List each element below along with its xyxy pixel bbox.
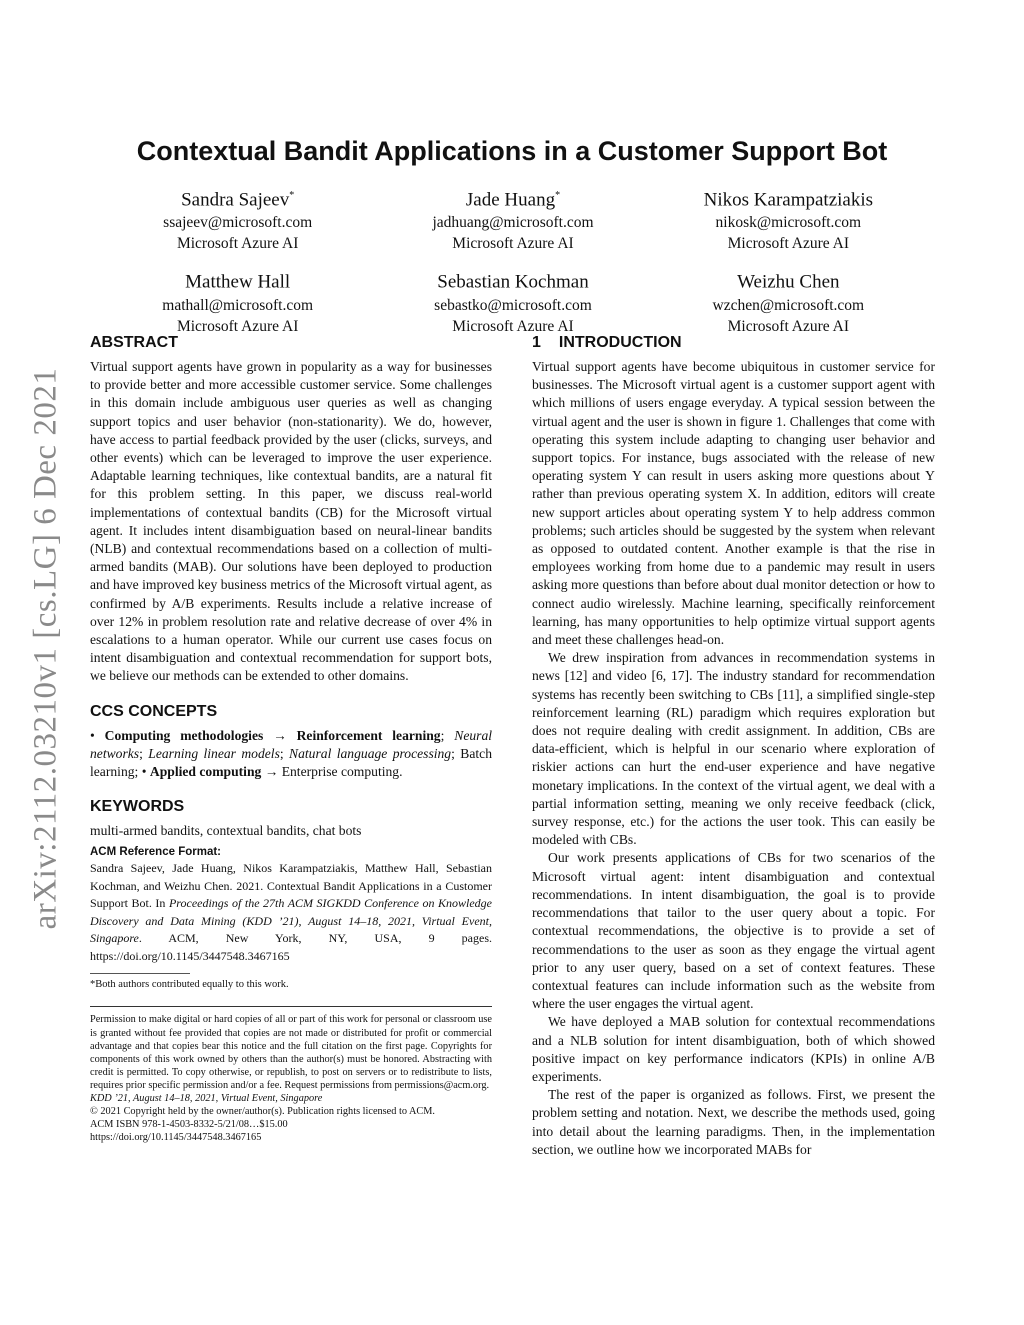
- intro-paragraph-2: We drew inspiration from advances in recommendation systems in news [12] and video [6, 17]. The industry standard for recommendation systems has recently been switching to CBs [11], a simplified single-step reinforcement learning (RL) paradigm which requires exploration but does not require dealing with credit assignment. In addition, CBs are data-efficient, which is helpful in our scenario where exploration of riskier actions can hurt the end-user experience and have negative monetary implications. In the context of the virtual agent, we deal with a partial information setting, meaning we only receive feedback (click, survey response, etc.) for the actions the user took. This can easily be modeled with CBs.: [532, 650, 935, 848]
- introduction-heading: [532, 332, 935, 354]
- author-affiliation: Microsoft Azure AI: [176, 235, 299, 253]
- paper-title: Contextual Bandit Applications in a Customer Support Bot: [136, 136, 888, 166]
- author-4: [100, 266, 375, 336]
- acm-reference-text: Sandra Sajeev, Jade Huang, Nikos Karampatziakis, Matthew Hall, Sebastian Kochman, and Weizhu Chen. 2021. Contextual Bandit Applications in a Customer Support Bot. In Proceedings of the 27th ACM SIGKDD Conference on Knowledge Discovery and Data Mining (KDD ’21), August 14–18, 2021, Virtual Event, Singapore. ACM, New York, NY, USA, 9 pages. https://doi.org/10.1145/3447548.3467165: [90, 861, 493, 963]
- abstract-heading: ABSTRACT: [90, 334, 178, 351]
- isbn-line: ACM ISBN 978-1-4503-8332-5/21/08…$15.00: [90, 1119, 288, 1131]
- right-column: [532, 332, 935, 1159]
- author-name: Sandra Sajeev: [181, 189, 290, 211]
- keywords-heading: KEYWORDS: [90, 798, 185, 816]
- author-name: Nikos Karampatziakis: [703, 189, 874, 211]
- equal-contribution-mark: *: [289, 190, 295, 201]
- author-1: [100, 184, 375, 254]
- intro-paragraph-1: Virtual support agents have become ubiquitous in customer service for businesses. The Microsoft virtual agent is a customer support agent with which millions of users engage everyday. A typical session between the virtual agent and the user is shown in figure 1. Challenges that come with operating this system include adapting to changing user behavior and support topics. For instance, bugs associated with the release of new operating system Y can result in users asking more questions about Y rather than previous operating system X. In addition, editors will create new support articles about operating system Y to help address common problems; such articles should be suggested by the system when relevant as opposed to outdated content. Another example is that the rise in employees working from home due to a pandemic may result in users asking more questions than before about dual monitor detection or how to connect audio wirelessly. Machine learning, specifically reinforcement learning, has many opportunities to help optimize virtual support agents and meet these challenges head-on.: [532, 359, 935, 648]
- author-5: [375, 266, 650, 336]
- author-name: Jade Huang: [465, 189, 556, 211]
- copyright-line: © 2021 Copyright held by the owner/author(s). Publication rights licensed to ACM.: [90, 1106, 436, 1118]
- intro-paragraph-3: Our work presents applications of CBs for two scenarios of the Microsoft virtual agent: intent disambiguation and contextual recommendations. In intent disambiguation, the goal is to provide recommendations that tailor to the user query about a topic. For contextual recommendations, the objective is to provide a set of recommendations to the user as soon as they engage the virtual agent prior to any user query, based on a set of context features. These contextual features can include information such as the website from where the user engages the virtual agent.: [532, 850, 935, 1012]
- author-affiliation: Microsoft Azure AI: [452, 235, 574, 253]
- author-name: Sebastian Kochman: [437, 271, 589, 293]
- author-email: mathall@microsoft.com: [162, 296, 314, 314]
- permission-notice: [90, 1006, 492, 1144]
- author-name: Weizhu Chen: [737, 271, 840, 293]
- intro-paragraph-5: The rest of the paper is organized as follows. First, we present the problem setting and notation. Next, we describe the methods used, going into detail about the learning paradigms. Then, in the implementation section, we outline how we incorporated MABs for: [532, 1087, 935, 1157]
- author-name: Matthew Hall: [185, 271, 291, 293]
- equal-contribution-footnote: *Both authors contributed equally to this work.: [90, 973, 190, 992]
- arxiv-identifier: arXiv:2112.03210v1 [cs.LG] 6 Dec 2021: [27, 367, 64, 929]
- conference-info: KDD ’21, August 14–18, 2021, Virtual Event, Singapore: [90, 1093, 323, 1105]
- equal-contribution-mark: *: [555, 190, 561, 201]
- author-affiliation: Microsoft Azure AI: [452, 317, 574, 335]
- section-title: INTRODUCTION: [558, 334, 682, 351]
- ccs-text: • Computing methodologies → Reinforcement learning; Neural networks; Learning linear models; Natural language processing; Batch learning; • Applied computing → Enterprise computing.: [90, 727, 493, 780]
- ccs-heading: CCS CONCEPTS: [90, 702, 218, 720]
- author-affiliation: Microsoft Azure AI: [176, 317, 299, 335]
- acm-reference-heading: ACM Reference Format:: [90, 846, 221, 859]
- author-6: [651, 266, 926, 336]
- author-email: nikosk@microsoft.com: [715, 214, 862, 232]
- left-column: [90, 332, 492, 1144]
- keywords-text: multi-armed bandits, contextual bandits, chat bots: [90, 823, 362, 839]
- intro-paragraph-4: We have deployed a MAB solution for contextual recommendations and a NLB solution for intent disambiguation, both of which showed positive impact on key performance indicators (KPIs) in online A/B experiments.: [532, 1014, 935, 1084]
- doi-link[interactable]: https://doi.org/10.1145/3447548.3467165: [90, 1132, 262, 1144]
- author-email: jadhuang@microsoft.com: [432, 214, 594, 232]
- author-email: wzchen@microsoft.com: [712, 296, 865, 314]
- author-affiliation: Microsoft Azure AI: [727, 317, 850, 335]
- author-2: [375, 184, 650, 254]
- author-3: [651, 184, 926, 254]
- section-number: 1: [532, 334, 541, 351]
- author-email: ssajeev@microsoft.com: [163, 214, 313, 232]
- abstract-text: Virtual support agents have grown in popularity as a way for businesses to provide better and more accessible customer service. Some challenges in this domain include ambiguous user queries as well as changing support topics and user behavior (non-stationarity). We do, however, have access to partial feedback provided by the user (clicks, surveys, and other events) which can be leveraged to improve the user experience. Adaptable learning techniques, like contextual bandits, are a natural fit for this problem setting. In this paper, we discuss real-world implementations of contextual bandits (CB) for the Microsoft virtual agent. It includes intent disambiguation based on neural-linear bandits (NLB) and contextual recommendations based on a collection of multi-armed bandits (MAB). Our solutions have been deployed to production and have improved key business metrics of the Microsoft virtual agent, as confirmed by A/B experiments. Results include a relative increase of over 12% in problem resolution rate and relative decrease of over 4% in escalations to a human operator. While our current use cases focus on intent disambiguation and contextual recommendation for support bots, we believe our methods can be extended to other domains.: [90, 359, 492, 684]
- author-block: [100, 184, 926, 337]
- permission-text: Permission to make digital or hard copies of all or part of this work for personal or classroom use is granted without fee provided that copies are not made or distributed for profit or commercial advantage and that copies bear this notice and the full citation on the first page. Copyrights for components of this work owned by others than the author(s) must be honored. Abstracting with credit is permitted. To copy otherwise, or republish, to post on servers or to redistribute to lists, requires prior specific permission and/or a fee. Request permissions from permissions@acm.org.: [90, 1014, 492, 1091]
- author-affiliation: Microsoft Azure AI: [727, 235, 850, 253]
- author-email: sebastko@microsoft.com: [434, 296, 592, 314]
